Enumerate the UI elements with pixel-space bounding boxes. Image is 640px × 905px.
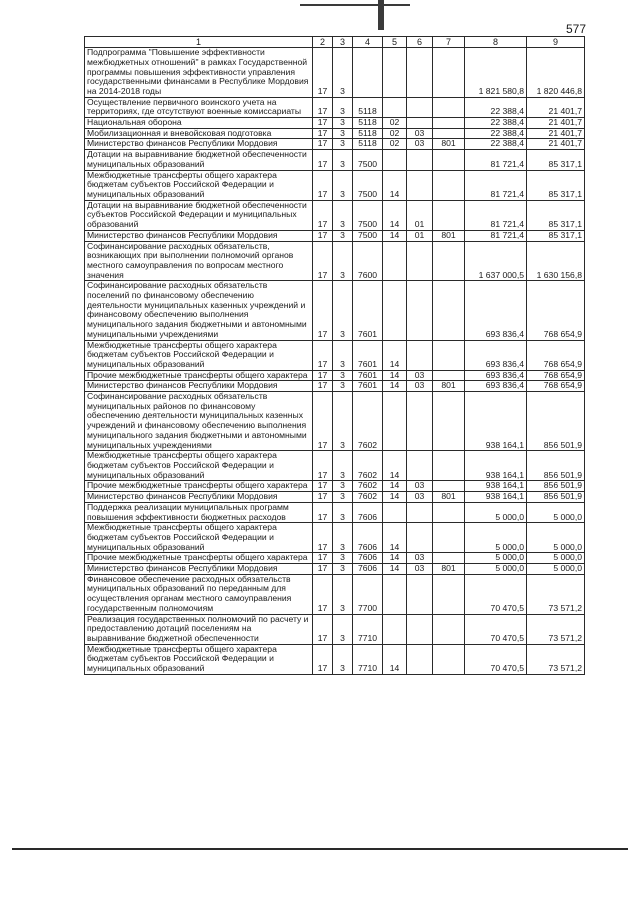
code-col-3: 3 (333, 481, 353, 492)
amount-col-8: 81 721,4 (465, 200, 527, 230)
amount-col-9: 73 571,2 (527, 574, 585, 614)
code-col-3: 3 (333, 392, 353, 451)
ministry-code (433, 281, 465, 340)
amount-col-8: 70 470,5 (465, 574, 527, 614)
code-col-3: 3 (333, 340, 353, 370)
target-article-code: 5118 (353, 139, 383, 150)
section-code: 14 (383, 553, 407, 564)
code-col-2: 17 (313, 150, 333, 170)
page-number: 577 (566, 22, 587, 36)
table-row (85, 150, 585, 170)
subsection-code (407, 523, 433, 553)
subsection-code (407, 281, 433, 340)
code-col-3: 3 (333, 502, 353, 522)
row-description: Мобилизационная и вневойсковая подготовка (85, 128, 313, 139)
row-description: Межбюджетные трансферты общего характера бюджетам субъектов Российской Федерации и муниципальных образований (85, 340, 313, 370)
ministry-code (433, 523, 465, 553)
amount-col-9: 85 317,1 (527, 150, 585, 170)
target-article-code: 7606 (353, 553, 383, 564)
row-description: Реализация государственных полномочий по расчету и предоставлению дотаций поселениям на выравнивание бюджетной обеспеченности (85, 614, 313, 644)
ministry-code (433, 340, 465, 370)
subsection-code (407, 392, 433, 451)
column-number-row (85, 37, 585, 48)
table-row (85, 481, 585, 492)
row-description: Межбюджетные трансферты общего характера бюджетам субъектов Российской Федерации и муниципальных образований (85, 644, 313, 674)
subsection-code: 03 (407, 128, 433, 139)
table-row (85, 392, 585, 451)
code-col-3: 3 (333, 139, 353, 150)
table-row (85, 241, 585, 281)
subsection-code (407, 170, 433, 200)
table-row (85, 230, 585, 241)
amount-col-8: 22 388,4 (465, 118, 527, 129)
section-code: 02 (383, 128, 407, 139)
table-row (85, 128, 585, 139)
target-article-code: 7500 (353, 170, 383, 200)
amount-col-9: 5 000,0 (527, 564, 585, 575)
budget-table (84, 36, 585, 675)
section-code: 14 (383, 200, 407, 230)
code-col-2: 17 (313, 118, 333, 129)
amount-col-8: 938 164,1 (465, 451, 527, 481)
table-row (85, 553, 585, 564)
code-col-2: 17 (313, 241, 333, 281)
row-description: Прочие межбюджетные трансферты общего характера (85, 370, 313, 381)
code-col-3: 3 (333, 370, 353, 381)
code-col-2: 17 (313, 553, 333, 564)
code-col-3: 3 (333, 170, 353, 200)
code-col-2: 17 (313, 614, 333, 644)
target-article-code: 7500 (353, 150, 383, 170)
amount-col-9: 856 501,9 (527, 481, 585, 492)
code-col-2: 17 (313, 502, 333, 522)
code-col-2: 17 (313, 523, 333, 553)
amount-col-9: 73 571,2 (527, 614, 585, 644)
code-col-3: 3 (333, 48, 353, 98)
table-row (85, 97, 585, 117)
row-description: Министерство финансов Республики Мордовия (85, 139, 313, 150)
table-row (85, 48, 585, 98)
table-row (85, 564, 585, 575)
subsection-code (407, 574, 433, 614)
ministry-code (433, 118, 465, 129)
amount-col-9: 768 654,9 (527, 281, 585, 340)
section-code (383, 241, 407, 281)
ministry-code: 801 (433, 139, 465, 150)
target-article-code: 7601 (353, 370, 383, 381)
table-row (85, 502, 585, 522)
section-code: 14 (383, 492, 407, 503)
target-article-code: 7606 (353, 502, 383, 522)
subsection-code: 01 (407, 200, 433, 230)
table-row (85, 614, 585, 644)
code-col-3: 3 (333, 241, 353, 281)
amount-col-9: 21 401,7 (527, 128, 585, 139)
ministry-code (433, 200, 465, 230)
code-col-3: 3 (333, 492, 353, 503)
code-col-2: 17 (313, 381, 333, 392)
section-code: 14 (383, 340, 407, 370)
ministry-code (433, 128, 465, 139)
code-col-2: 17 (313, 200, 333, 230)
column-header: 9 (527, 37, 585, 48)
table-row (85, 492, 585, 503)
page-bottom-rule (12, 848, 628, 850)
ministry-code (433, 150, 465, 170)
amount-col-9: 21 401,7 (527, 97, 585, 117)
amount-col-8: 938 164,1 (465, 481, 527, 492)
target-article-code: 7601 (353, 381, 383, 392)
subsection-code (407, 48, 433, 98)
row-description: Дотации на выравнивание бюджетной обеспеченности муниципальных образований (85, 150, 313, 170)
ministry-code (433, 392, 465, 451)
code-col-2: 17 (313, 230, 333, 241)
amount-col-9: 856 501,9 (527, 451, 585, 481)
column-header: 3 (333, 37, 353, 48)
section-code: 02 (383, 118, 407, 129)
subsection-code: 03 (407, 481, 433, 492)
column-header: 7 (433, 37, 465, 48)
subsection-code (407, 502, 433, 522)
code-col-2: 17 (313, 492, 333, 503)
code-col-3: 3 (333, 97, 353, 117)
column-header: 8 (465, 37, 527, 48)
row-description: Министерство финансов Республики Мордовия (85, 492, 313, 503)
table-row (85, 118, 585, 129)
table-row (85, 644, 585, 674)
code-col-3: 3 (333, 128, 353, 139)
target-article-code: 7500 (353, 230, 383, 241)
amount-col-9: 21 401,7 (527, 118, 585, 129)
amount-col-8: 1 821 580,8 (465, 48, 527, 98)
section-code (383, 574, 407, 614)
amount-col-9: 5 000,0 (527, 502, 585, 522)
code-col-3: 3 (333, 523, 353, 553)
section-code: 14 (383, 370, 407, 381)
table-row (85, 340, 585, 370)
column-header: 5 (383, 37, 407, 48)
code-col-3: 3 (333, 644, 353, 674)
amount-col-8: 5 000,0 (465, 502, 527, 522)
table-row (85, 200, 585, 230)
section-code (383, 150, 407, 170)
target-article-code: 5118 (353, 118, 383, 129)
amount-col-9: 768 654,9 (527, 340, 585, 370)
ministry-code (433, 97, 465, 117)
ministry-code (433, 370, 465, 381)
row-description: Дотации на выравнивание бюджетной обеспеченности субъектов Российской Федерации и муниципальных образований (85, 200, 313, 230)
code-col-2: 17 (313, 392, 333, 451)
amount-col-9: 85 317,1 (527, 170, 585, 200)
row-description: Финансовое обеспечение расходных обязательств муниципальных образований по переданным для осуществления органам местного самоуправления государственным полномочиям (85, 574, 313, 614)
row-description: Прочие межбюджетные трансферты общего характера (85, 481, 313, 492)
section-code: 14 (383, 230, 407, 241)
target-article-code: 7606 (353, 523, 383, 553)
amount-col-8: 22 388,4 (465, 128, 527, 139)
amount-col-8: 5 000,0 (465, 553, 527, 564)
subsection-code: 03 (407, 139, 433, 150)
section-code (383, 392, 407, 451)
code-col-3: 3 (333, 230, 353, 241)
column-header: 6 (407, 37, 433, 48)
amount-col-8: 70 470,5 (465, 614, 527, 644)
ministry-code (433, 48, 465, 98)
subsection-code (407, 241, 433, 281)
row-description: Подпрограмма "Повышение эффективности межбюджетных отношений" в рамках Государственной программы повышения эффективности управления государственными финансами в Республике Мордовия на 2014-2018 годы (85, 48, 313, 98)
amount-col-9: 73 571,2 (527, 644, 585, 674)
amount-col-9: 768 654,9 (527, 370, 585, 381)
table-row (85, 139, 585, 150)
ministry-code (433, 574, 465, 614)
target-article-code: 7602 (353, 451, 383, 481)
table-row (85, 523, 585, 553)
amount-col-8: 938 164,1 (465, 392, 527, 451)
table-row (85, 170, 585, 200)
subsection-code (407, 150, 433, 170)
target-article-code: 7500 (353, 200, 383, 230)
code-col-3: 3 (333, 118, 353, 129)
section-code: 14 (383, 564, 407, 575)
subsection-code: 03 (407, 370, 433, 381)
amount-col-9: 1 820 446,8 (527, 48, 585, 98)
code-col-3: 3 (333, 574, 353, 614)
target-article-code: 5118 (353, 97, 383, 117)
code-col-2: 17 (313, 170, 333, 200)
amount-col-8: 81 721,4 (465, 150, 527, 170)
section-code: 14 (383, 170, 407, 200)
table-row (85, 574, 585, 614)
ministry-code (433, 170, 465, 200)
subsection-code: 03 (407, 381, 433, 392)
table-row (85, 381, 585, 392)
row-description: Межбюджетные трансферты общего характера бюджетам субъектов Российской Федерации и муниципальных образований (85, 451, 313, 481)
row-description: Министерство финансов Республики Мордовия (85, 564, 313, 575)
ministry-code (433, 451, 465, 481)
code-col-3: 3 (333, 200, 353, 230)
amount-col-8: 693 836,4 (465, 281, 527, 340)
scan-mark (300, 0, 410, 8)
target-article-code: 7602 (353, 392, 383, 451)
table-row (85, 281, 585, 340)
row-description: Софинансирование расходных обязательств поселений по финансовому обеспечению деятельности муниципальных казенных учреждений и финансовому обеспечению выполнения муниципального задания бюджетными и автономными муниципальными учреждениями (85, 281, 313, 340)
amount-col-8: 70 470,5 (465, 644, 527, 674)
amount-col-9: 856 501,9 (527, 392, 585, 451)
ministry-code: 801 (433, 381, 465, 392)
row-description: Софинансирование расходных обязательств муниципальных районов по финансовому обеспечению деятельности муниципальных казенных учреждений и финансовому обеспечению выполнения муниципального задания бюджетными и автономными муниципальных учреждениями (85, 392, 313, 451)
amount-col-8: 693 836,4 (465, 340, 527, 370)
ministry-code: 801 (433, 492, 465, 503)
amount-col-8: 5 000,0 (465, 564, 527, 575)
subsection-code (407, 451, 433, 481)
code-col-2: 17 (313, 97, 333, 117)
section-code (383, 48, 407, 98)
row-description: Поддержка реализации муниципальных программ повышения эффективности бюджетных расходов (85, 502, 313, 522)
code-col-3: 3 (333, 381, 353, 392)
amount-col-9: 85 317,1 (527, 200, 585, 230)
ministry-code: 801 (433, 230, 465, 241)
code-col-2: 17 (313, 128, 333, 139)
subsection-code (407, 97, 433, 117)
amount-col-9: 768 654,9 (527, 381, 585, 392)
section-code (383, 281, 407, 340)
column-header: 1 (85, 37, 313, 48)
target-article-code: 7602 (353, 492, 383, 503)
subsection-code: 03 (407, 564, 433, 575)
subsection-code (407, 614, 433, 644)
section-code: 14 (383, 644, 407, 674)
target-article-code: 7602 (353, 481, 383, 492)
column-header: 2 (313, 37, 333, 48)
amount-col-8: 1 637 000,5 (465, 241, 527, 281)
amount-col-8: 81 721,4 (465, 170, 527, 200)
code-col-2: 17 (313, 281, 333, 340)
section-code: 14 (383, 523, 407, 553)
section-code (383, 502, 407, 522)
amount-col-8: 5 000,0 (465, 523, 527, 553)
amount-col-9: 856 501,9 (527, 492, 585, 503)
subsection-code (407, 644, 433, 674)
section-code (383, 97, 407, 117)
amount-col-9: 1 630 156,8 (527, 241, 585, 281)
code-col-2: 17 (313, 481, 333, 492)
amount-col-9: 85 317,1 (527, 230, 585, 241)
target-article-code: 7601 (353, 281, 383, 340)
ministry-code: 801 (433, 564, 465, 575)
amount-col-8: 22 388,4 (465, 139, 527, 150)
code-col-2: 17 (313, 574, 333, 614)
code-col-3: 3 (333, 150, 353, 170)
ministry-code (433, 502, 465, 522)
row-description: Национальная оборона (85, 118, 313, 129)
target-article-code: 7700 (353, 574, 383, 614)
target-article-code: 7600 (353, 241, 383, 281)
subsection-code: 03 (407, 492, 433, 503)
amount-col-8: 693 836,4 (465, 381, 527, 392)
target-article-code: 5118 (353, 128, 383, 139)
code-col-2: 17 (313, 340, 333, 370)
row-description: Министерство финансов Республики Мордовия (85, 381, 313, 392)
amount-col-9: 21 401,7 (527, 139, 585, 150)
row-description: Софинансирование расходных обязательств, возникающих при выполнении полномочий органов местного самоуправления по вопросам местного значения (85, 241, 313, 281)
code-col-2: 17 (313, 451, 333, 481)
amount-col-8: 81 721,4 (465, 230, 527, 241)
ministry-code (433, 481, 465, 492)
section-code (383, 614, 407, 644)
row-description: Осуществление первичного воинского учета на территориях, где отсутствуют военные комиссариаты (85, 97, 313, 117)
code-col-3: 3 (333, 281, 353, 340)
amount-col-8: 693 836,4 (465, 370, 527, 381)
row-description: Межбюджетные трансферты общего характера бюджетам субъектов Российской Федерации и муниципальных образований (85, 170, 313, 200)
amount-col-8: 22 388,4 (465, 97, 527, 117)
section-code: 02 (383, 139, 407, 150)
subsection-code (407, 118, 433, 129)
ministry-code (433, 644, 465, 674)
ministry-code (433, 241, 465, 281)
code-col-2: 17 (313, 139, 333, 150)
code-col-2: 17 (313, 564, 333, 575)
row-description: Межбюджетные трансферты общего характера бюджетам субъектов Российской Федерации и муниципальных образований (85, 523, 313, 553)
code-col-2: 17 (313, 48, 333, 98)
ministry-code (433, 614, 465, 644)
subsection-code: 03 (407, 553, 433, 564)
section-code: 14 (383, 381, 407, 392)
section-code: 14 (383, 481, 407, 492)
target-article-code: 7710 (353, 614, 383, 644)
subsection-code (407, 340, 433, 370)
target-article-code: 7606 (353, 564, 383, 575)
code-col-3: 3 (333, 553, 353, 564)
code-col-2: 17 (313, 644, 333, 674)
section-code: 14 (383, 451, 407, 481)
target-article-code: 7710 (353, 644, 383, 674)
row-description: Министерство финансов Республики Мордовия (85, 230, 313, 241)
code-col-3: 3 (333, 614, 353, 644)
table-row (85, 451, 585, 481)
code-col-2: 17 (313, 370, 333, 381)
target-article-code: 7601 (353, 340, 383, 370)
amount-col-8: 938 164,1 (465, 492, 527, 503)
amount-col-9: 5 000,0 (527, 553, 585, 564)
column-header: 4 (353, 37, 383, 48)
table-row (85, 370, 585, 381)
subsection-code: 01 (407, 230, 433, 241)
code-col-3: 3 (333, 564, 353, 575)
code-col-3: 3 (333, 451, 353, 481)
amount-col-9: 5 000,0 (527, 523, 585, 553)
target-article-code (353, 48, 383, 98)
ministry-code (433, 553, 465, 564)
row-description: Прочие межбюджетные трансферты общего характера (85, 553, 313, 564)
